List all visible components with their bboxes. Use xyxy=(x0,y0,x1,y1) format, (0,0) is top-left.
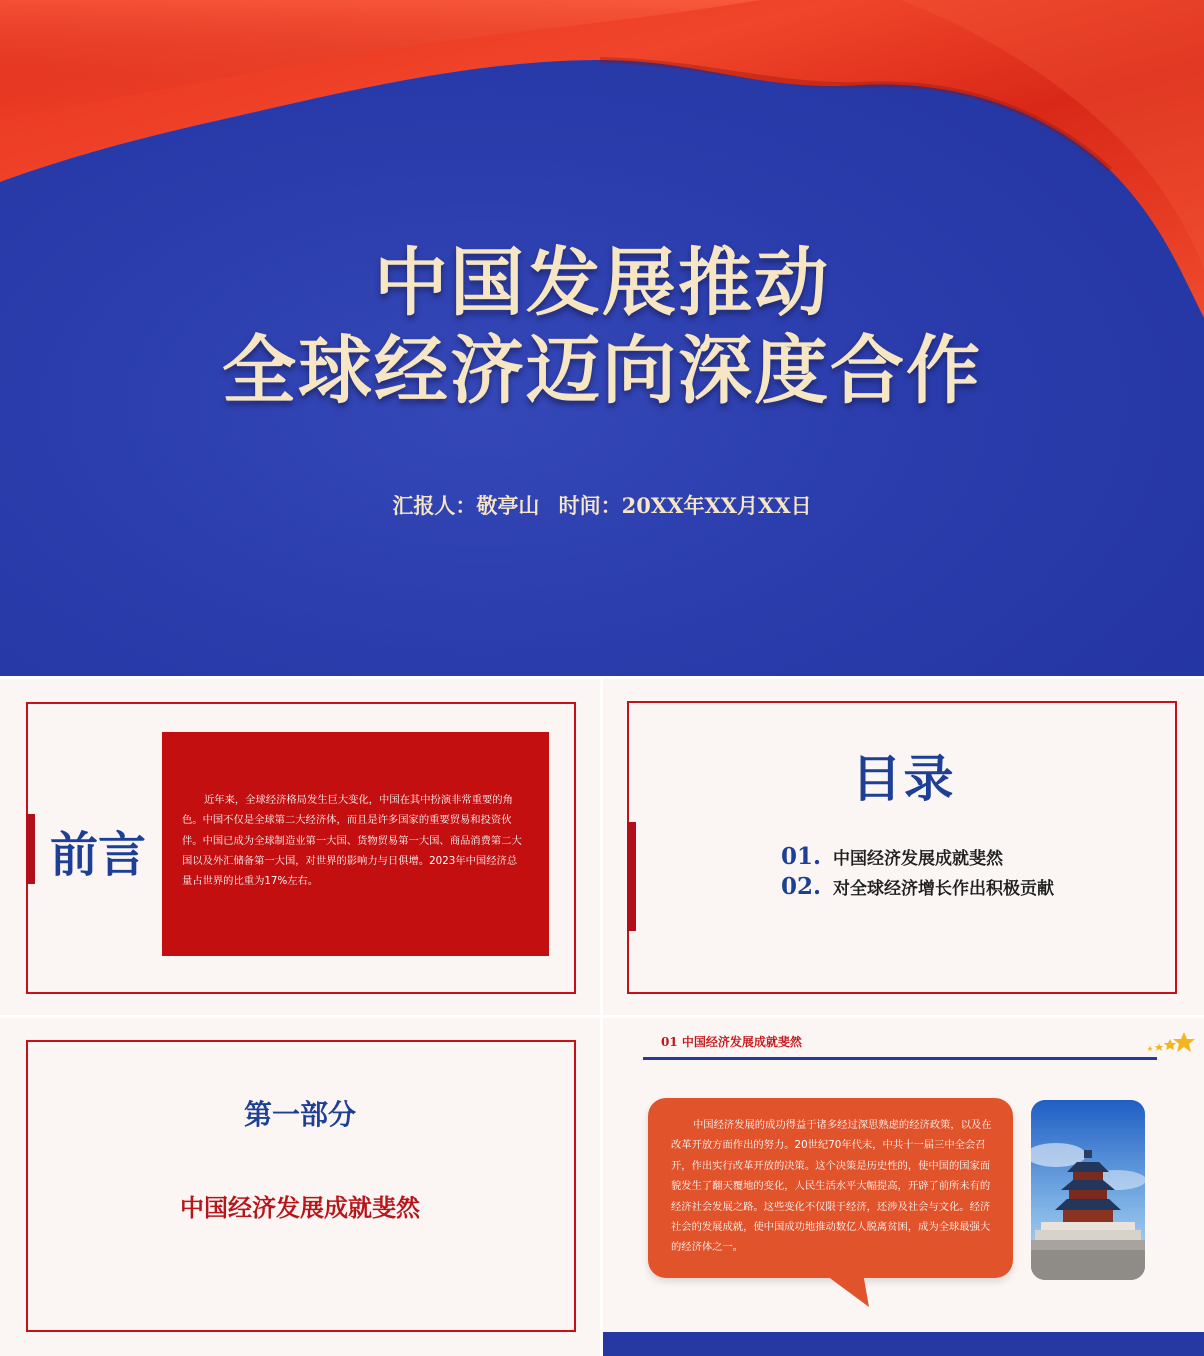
cover-slide xyxy=(0,0,1204,676)
cover-title-line-2: 全球经济迈向深度合作 xyxy=(222,328,982,414)
preface-title: 前言 xyxy=(50,827,147,883)
cover-meta xyxy=(0,490,1204,520)
reporter-label: 汇报人：敬亭山 xyxy=(392,493,540,518)
toc-item-label: 中国经济发展成就斐然 xyxy=(833,849,1003,869)
date-label: 时间：20XX年XX月XX日 xyxy=(558,493,812,518)
section-label: 01 中国经济发展成就斐然 xyxy=(661,1035,802,1049)
part-subtitle: 中国经济发展成就斐然 xyxy=(180,1193,420,1222)
toc-item-label: 对全球经济增长作出积极贡献 xyxy=(833,879,1054,899)
bottom-bar xyxy=(603,1332,1204,1356)
speech-bubble-tail xyxy=(823,1273,873,1309)
preface-slide xyxy=(0,679,600,1015)
preface-body: 近年来，全球经济格局发生巨大变化，中国在其中扮演非常重要的角色。中国不仅是全球第二大经济体，而且是许多国家的重要贸易和投资伙伴。中国已成为全球制造业第一大国、货物贸易第一大国、商品消费第二大国以及外汇储备第一大国，对世界的影响力与日俱增。2023年中国经济总量占世界的比重为17%左右。 xyxy=(182,794,522,888)
content-body: 中国经济发展的成功得益于诸多经过深思熟虑的经济政策，以及在改革开放方面作出的努力。20世纪70年代末，中共十一届三中全会召开，作出实行改革开放的决策。这个决策是历史性的，使中国的国家面貌发生了翻天覆地的变化，人民生活水平大幅提高，开辟了前所未有的经济社会发展之路。这些变化不仅限于经济，还涉及社会与文化。经济社会的发展成就，使中国成功地推动数亿人脱离贫困，成为全球最强大的经济体之一。 xyxy=(671,1119,992,1254)
slide-frame xyxy=(26,1040,576,1332)
toc-title: 目录 xyxy=(851,749,956,808)
part-one-slide xyxy=(0,1018,600,1356)
toc-item xyxy=(781,873,1054,900)
toc-item xyxy=(781,843,1003,870)
section-underline xyxy=(643,1057,1157,1060)
toc-item-number: 01. xyxy=(781,843,822,870)
content-slide xyxy=(603,1018,1204,1356)
red-accent-tab xyxy=(627,822,636,931)
red-accent-tab xyxy=(26,814,35,884)
toc-item-number: 02. xyxy=(781,873,822,900)
toc-slide xyxy=(603,679,1204,1015)
part-tag: 第一部分 xyxy=(243,1098,356,1131)
temple-of-heaven-photo xyxy=(1031,1100,1145,1280)
cover-title-line-1: 中国发展推动 xyxy=(374,240,830,326)
stars-icon xyxy=(1140,1030,1204,1056)
